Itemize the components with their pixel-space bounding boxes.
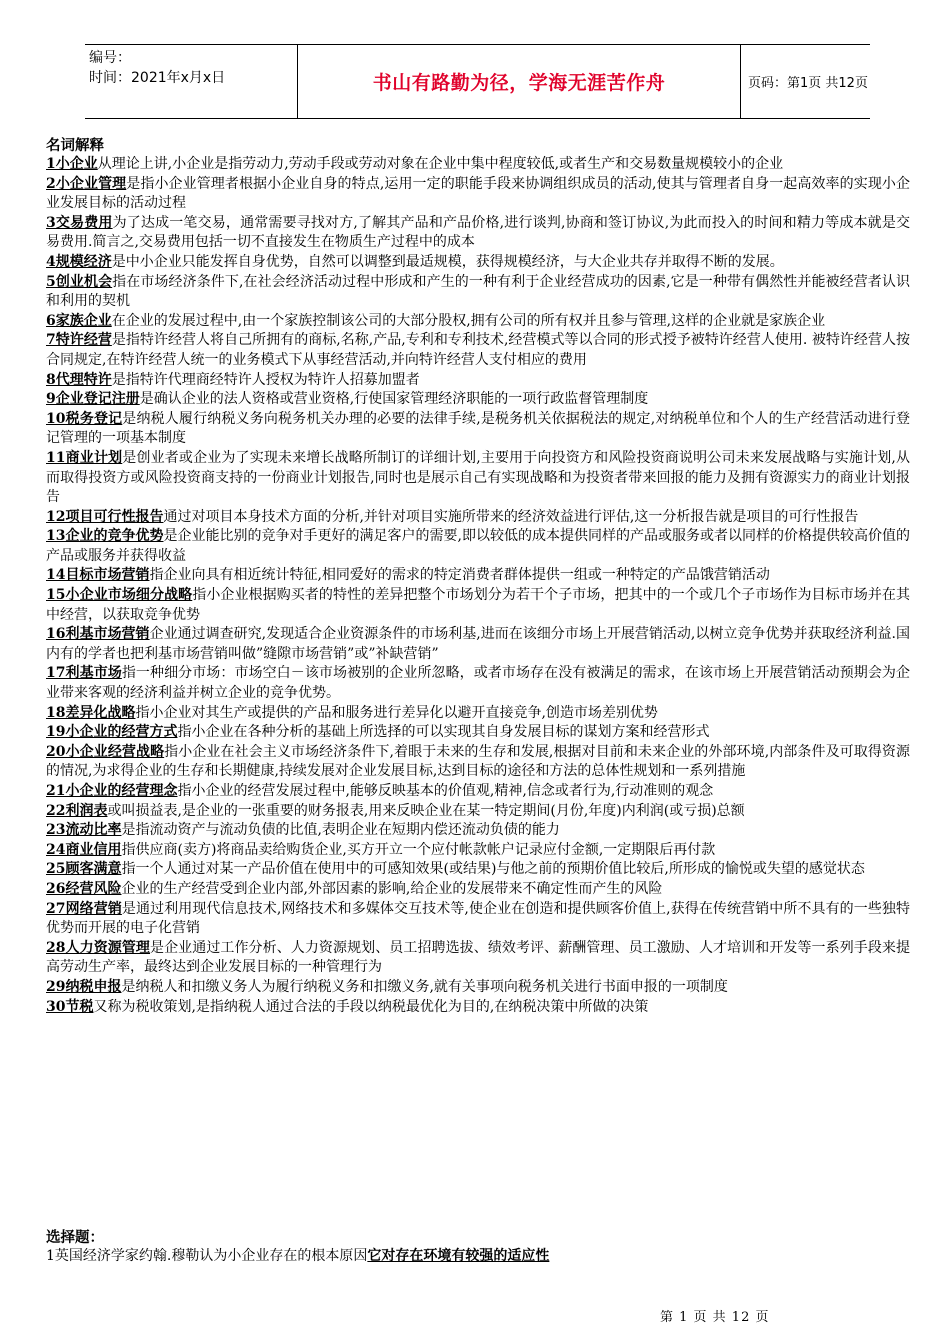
definition-text: 企业的生产经营受到企业内部,外部因素的影响,给企业的发展带来不确定性而产生的风险 bbox=[121, 880, 663, 897]
definition-term: 13企业的竞争优势 bbox=[46, 528, 164, 545]
definition-text: 指小企业在各种分析的基础上所选择的可以实现其自身发展目标的谋划方案和经营形式 bbox=[177, 724, 710, 741]
definition-text: 是纳税人履行纳税义务向税务机关办理的必要的法律手续,是税务机关依据税法的规定,对纳税单位和个人的生产经营活动进行登记管理的一项基本制度 bbox=[46, 410, 911, 447]
definition-term: 10税务登记 bbox=[46, 410, 123, 427]
definition-list bbox=[46, 155, 910, 1017]
main-content bbox=[46, 136, 910, 1017]
definition-term: 24商业信用 bbox=[46, 841, 122, 858]
definition-entry bbox=[46, 880, 910, 900]
definition-entry bbox=[46, 939, 910, 978]
definition-entry bbox=[46, 625, 910, 664]
definition-entry bbox=[46, 586, 910, 625]
definition-text: 是企业通过工作分析、人力资源规划、员工招聘选拔、绩效考评、薪酬管理、员工激励、人才培训和开发等一系列手段来提高劳动生产率，最终达到企业发展目标的一种管理行为 bbox=[46, 939, 911, 976]
definition-text: 是指小企业管理者根据小企业自身的特点,运用一定的职能手段来协调组织成员的活动,使其与管理者自身一起高效率的实现小企业发展目标的活动过程 bbox=[46, 175, 910, 212]
definition-text: 是通过利用现代信息技术,网络技术和多媒体交互技术等,使企业在创造和提供顾客价值上,获得在传统营销中所不具有的一些独特优势而开展的电子化营销 bbox=[46, 900, 910, 937]
definition-text: 又称为税收策划,是指纳税人通过合法的手段以纳税最优化为目的,在纳税决策中所做的决策 bbox=[93, 998, 649, 1015]
definition-term: 25顾客满意 bbox=[46, 861, 122, 878]
definition-entry bbox=[46, 841, 910, 861]
definition-text: 是中小企业只能发挥自身优势，自然可以调整到最适规模，获得规模经济，与大企业共存并取得不断的发展。 bbox=[111, 253, 784, 270]
definition-text: 指一个人通过对某一产品价值在使用中的可感知效果(或结果)与他之前的预期价值比较后,所形成的愉悦或失望的感觉状态 bbox=[121, 861, 865, 878]
definition-term: 21小企业的经营理念 bbox=[46, 783, 178, 799]
definition-text: 从理论上讲,小企业是指劳动力,劳动手段或劳动对象在企业中集中程度较低,或者生产和交易数量规模较小的企业 bbox=[97, 156, 784, 172]
definition-term: 9企业登记注册 bbox=[46, 391, 140, 408]
definition-term: 18差异化战略 bbox=[46, 704, 136, 721]
section-title-choice: 选择题： bbox=[46, 1229, 104, 1246]
choice-question-1 bbox=[46, 1247, 910, 1267]
definition-text: 指一种细分市场：市场空白－该市场被别的企业所忽略，或者市场存在没有被满足的需求，在该市场上开展营销活动预期会为企业带来客观的经济利益并树立企业的竞争优势。 bbox=[46, 665, 910, 702]
definition-entry bbox=[46, 566, 910, 586]
definition-entry bbox=[46, 410, 910, 449]
definition-entry bbox=[46, 155, 910, 175]
definition-entry bbox=[46, 802, 910, 822]
header-page-info: 页码：第1页 共12页 bbox=[748, 76, 868, 91]
page-header bbox=[85, 44, 870, 119]
definition-term: 27网络营销 bbox=[46, 900, 122, 917]
definition-text: 是企业能比别的竞争对手更好的满足客户的需要,即以较低的成本提供同样的产品或服务或者以同样的价格提供较高价值的产品或服务并获得收益 bbox=[46, 528, 911, 564]
header-meta bbox=[85, 45, 297, 118]
definition-term: 12项目可行性报告 bbox=[46, 508, 164, 525]
definition-text: 或叫损益表,是企业的一张重要的财务报表,用来反映企业在某一特定期间(月份,年度)内利润(或亏损)总额 bbox=[107, 802, 745, 819]
definition-entry bbox=[46, 371, 910, 391]
definition-entry bbox=[46, 175, 910, 214]
definition-term: 22利润表 bbox=[46, 802, 108, 819]
definition-term: 28人力资源管理 bbox=[46, 939, 151, 956]
definition-term: 7特许经营 bbox=[46, 332, 112, 349]
question-text: 1英国经济学家约翰.穆勒认为小企业存在的根本原因 bbox=[46, 1248, 368, 1264]
definition-entry bbox=[46, 664, 910, 703]
definition-entry bbox=[46, 998, 910, 1018]
definition-entry bbox=[46, 390, 910, 410]
definition-entry bbox=[46, 253, 910, 273]
definition-term: 6家族企业 bbox=[46, 312, 112, 329]
header-motto: 书山有路勤为径，学海无涯苦作舟 bbox=[372, 72, 666, 94]
definition-text: 是指特许经营人将自己所拥有的商标,名称,产品,专利和专利技术,经营模式等以合同的形式授予被特许经营人使用. 被特许经营人按合同规定,在特许经营人统一的业务模式下从事经营活动,并向特许经营人支付相应的费用 bbox=[46, 332, 910, 368]
definition-entry bbox=[46, 312, 910, 332]
definition-text: 是指流动资产与流动负债的比值,表明企业在短期内偿还流动负债的能力 bbox=[121, 822, 560, 839]
definition-term: 2小企业管理 bbox=[46, 175, 127, 192]
definition-text: 指供应商(卖方)将商品卖给购货企业,买方开立一个应付帐款帐户记录应付金额,一定期限后再付款 bbox=[121, 841, 716, 858]
definition-text: 指小企业根据购买者的特性的差异把整个市场划分为若干个子市场，把其中的一个或几个子市场作为目标市场并在其中经营，以获取竞争优势 bbox=[46, 587, 911, 623]
definition-text: 指在市场经济条件下,在社会经济活动过程中形成和产生的一种有利于企业经营成功的因素,它是一种带有偶然性并能被经营者认识和利用的契机 bbox=[46, 273, 910, 310]
definition-term: 20小企业经营战略 bbox=[46, 743, 165, 760]
definition-term: 17利基市场 bbox=[46, 665, 122, 682]
definition-text: 指小企业对其生产或提供的产品和服务进行差异化以避开直接竞争,创造市场差别优势 bbox=[135, 704, 658, 721]
definition-term: 29纳税申报 bbox=[46, 978, 122, 995]
definition-term: 11商业计划 bbox=[46, 449, 123, 466]
definition-entry bbox=[46, 704, 910, 724]
definition-text: 指小企业在社会主义市场经济条件下,着眼于未来的生存和发展,根据对目前和未来企业的外部环境,内部条件及可取得资源的情况,为求得企业的生存和长期健康,持续发展对企业发展目标,达到目标的途径和方法的总体性规划和一系列措施 bbox=[46, 743, 910, 780]
multiple-choice-section bbox=[46, 1228, 910, 1267]
definition-entry bbox=[46, 743, 910, 782]
definition-term: 23流动比率 bbox=[46, 822, 122, 839]
definition-text: 是创业者或企业为了实现未来增长战略所制订的详细计划,主要用于向投资方和风险投资商说明公司未来发展战略与实施计划,从而取得投资方或风险投资商支持的一份商业计划报告,同时也是展示自己有实现战略和为投资者带来回报的能力及拥有资源实力的商业计划报告 bbox=[46, 449, 911, 506]
definition-entry bbox=[46, 723, 910, 743]
section-title-definitions: 名词解释 bbox=[46, 137, 104, 154]
definition-term: 14目标市场营销 bbox=[46, 567, 150, 584]
page-footer: 第 1 页 共 12 页 bbox=[660, 1310, 770, 1325]
definition-text: 是指特许代理商经特许人授权为特许人招募加盟者 bbox=[111, 371, 420, 388]
definition-term: 30节税 bbox=[46, 998, 94, 1015]
definition-text: 企业通过调查研究,发现适合企业资源条件的市场利基,进而在该细分市场上开展营销活动,以树立竞争优势并获取经济利益.国内有的学者也把利基市场营销叫做”缝隙市场营销”或”补缺营销” bbox=[46, 626, 910, 662]
definition-entry bbox=[46, 214, 910, 253]
document-time-label: 时间：2021年x月x日 bbox=[89, 70, 226, 86]
definition-text: 通过对项目本身技术方面的分析,并针对项目实施所带来的经济效益进行评估,这一分析报告就是项目的可行性报告 bbox=[163, 508, 859, 525]
definition-entry bbox=[46, 331, 910, 370]
definition-entry bbox=[46, 527, 910, 566]
definition-term: 3交易费用 bbox=[46, 214, 113, 231]
definition-text: 指企业向具有相近统计特征,相同爱好的需求的特定消费者群体提供一组或一种特定的产品饿营销活动 bbox=[149, 567, 770, 584]
definition-term: 4规模经济 bbox=[46, 253, 112, 270]
definition-entry bbox=[46, 978, 910, 998]
definition-entry bbox=[46, 449, 910, 508]
header-page-cell bbox=[740, 45, 870, 118]
definition-text: 为了达成一笔交易，通常需要寻找对方,了解其产品和产品价格,进行谈判,协商和签订协议,为此而投入的时间和精力等成本就是交易费用.简言之,交易费用包括一切不直接发生在物质生产过程中的成本 bbox=[46, 214, 910, 251]
definition-term: 5创业机会 bbox=[46, 273, 113, 290]
definition-text: 是确认企业的法人资格或营业资格,行使国家管理经济职能的一项行政监督管理制度 bbox=[139, 391, 649, 408]
definition-entry bbox=[46, 860, 910, 880]
header-motto-cell bbox=[297, 45, 741, 118]
definition-entry bbox=[46, 508, 910, 528]
definition-text: 指小企业的经营发展过程中,能够反映基本的价值观,精神,信念或者行为,行动准则的观念 bbox=[177, 783, 714, 799]
definition-term: 1小企业 bbox=[46, 156, 98, 172]
definition-entry bbox=[46, 900, 910, 939]
definition-term: 16利基市场营销 bbox=[46, 626, 150, 643]
definition-text: 是纳税人和扣缴义务人为履行纳税义务和扣缴义务,就有关事项向税务机关进行书面申报的一项制度 bbox=[121, 978, 728, 995]
definition-term: 26经营风险 bbox=[46, 880, 122, 897]
definition-entry bbox=[46, 273, 910, 312]
definition-term: 15小企业市场细分战略 bbox=[46, 587, 193, 604]
definition-term: 8代理特许 bbox=[46, 371, 112, 388]
definition-entry bbox=[46, 782, 910, 802]
question-answer: 它对存在环境有较强的适应性 bbox=[367, 1248, 550, 1264]
definition-text: 在企业的发展过程中,由一个家族控制该公司的大部分股权,拥有公司的所有权并且参与管理,这样的企业就是家族企业 bbox=[111, 312, 826, 329]
definition-entry bbox=[46, 821, 910, 841]
document-number-label: 编号： bbox=[89, 50, 131, 66]
definition-term: 19小企业的经营方式 bbox=[46, 724, 178, 741]
